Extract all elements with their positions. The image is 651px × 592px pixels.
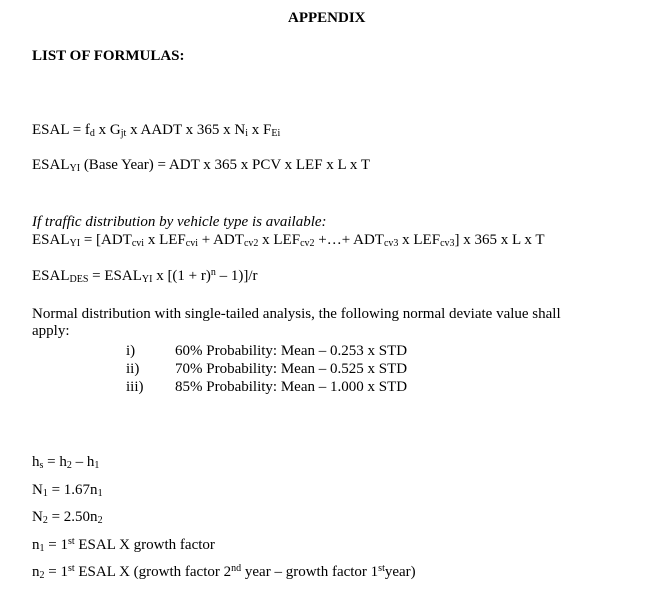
page-title: APPENDIX: [288, 10, 366, 26]
list-item-number: i): [126, 343, 136, 359]
definition-small-n1: $n_1 = 1st$ ESAL X growth factor: [32, 536, 215, 554]
list-item-text: 60% Probability: Mean – 0.253 x STD: [175, 343, 408, 359]
traffic-distribution-note: If traffic distribution by vehicle type is available:: [32, 214, 327, 230]
formula-esal-design: $ESAL_{DES}$ = $ESAL_{YI}$ x $[(1 + r)^n - 1)]/r$: [32, 267, 258, 285]
definition-small-n2: $n_2 = 1st$ ESAL X (growth factor 2nd year – growth factor 1styear): [32, 563, 416, 581]
list-item-text: 70% Probability: Mean – 0.525 x STD: [175, 361, 408, 377]
formula-esal: ESAL = $f_d$ x $G_{jt}$ x AADT x 365 x $N_i$ x $F_{Ei}$: [32, 122, 281, 139]
section-heading: LIST OF FORMULAS:: [32, 48, 185, 64]
definition-n2: $N_2 = 2.50n_2$: [32, 509, 103, 526]
formula-esal-by-vehicle-type: $ESAL_{YI} = [ADT_{cvi}$ x $LEF_{cvi} + ADT_{cv2}$ x $LEF_{cv2}$ +…+ $ADT_{cv3}$ x $LEF_{cv3}$] x 365 x L x T: [32, 232, 545, 249]
definition-hs: $h_s = h_2 - h_1$: [32, 454, 100, 471]
list-item-number: ii): [126, 361, 140, 377]
normal-distribution-text: Normal distribution with single-tailed analysis, the following normal deviate value shall apply:: [32, 306, 561, 340]
definition-n1: $N_1 = 1.67n_1$: [32, 482, 103, 499]
list-item-text: 85% Probability: Mean – 1.000 x STD: [175, 379, 408, 395]
formula-esal-base-year: $ESAL_{YI}$ (Base Year) = ADT x 365 x PCV x LEF x L x T: [32, 157, 371, 174]
list-item-number: iii): [126, 379, 144, 395]
